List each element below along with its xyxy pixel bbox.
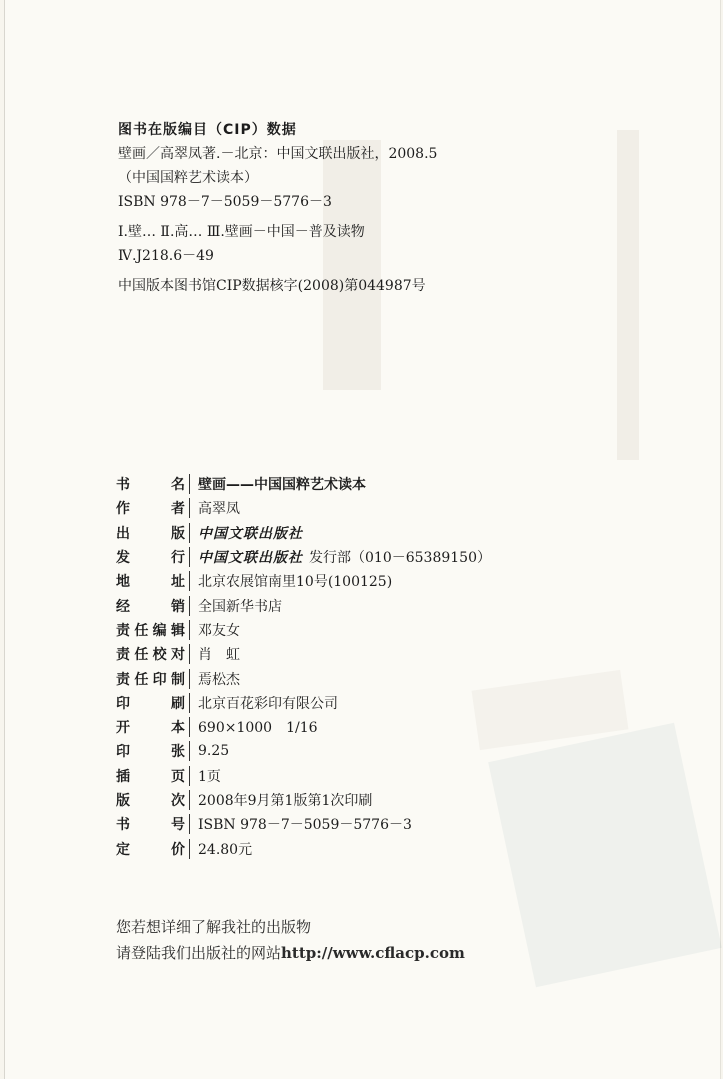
info-label-char: 行 <box>171 550 185 567</box>
info-row <box>116 691 491 715</box>
info-label-char: 出 <box>116 525 130 542</box>
info-label <box>116 596 190 616</box>
info-value <box>190 717 318 737</box>
info-label <box>116 571 190 591</box>
info-value-text: 全国新华书店 <box>198 598 282 615</box>
info-value-text: 9.25 <box>198 743 230 760</box>
info-value <box>190 596 282 616</box>
cip-line: Ⅳ.J218.6－49 <box>118 248 214 264</box>
info-label-char: 书 <box>116 477 130 494</box>
info-row <box>116 812 491 836</box>
info-label-char: 页 <box>171 768 185 785</box>
info-value-text: 高翠凤 <box>198 501 240 518</box>
info-value-text: 肖 虹 <box>198 647 240 664</box>
info-label <box>116 620 190 640</box>
info-value-text: 690×1000 1/16 <box>198 720 318 737</box>
info-label-char: 任 <box>134 647 149 664</box>
info-row <box>116 569 491 593</box>
info-value-text: 焉松杰 <box>198 671 240 688</box>
info-label-char: 辑 <box>170 622 185 639</box>
info-label <box>116 814 190 834</box>
footer-line: 请登陆我们出版社的网站http://www.cflacp.com <box>116 944 465 962</box>
cip-title: 图书在版编目（CIP）数据 <box>118 122 297 138</box>
show-through-mark <box>617 130 639 460</box>
info-label <box>116 790 190 810</box>
info-label-char: 作 <box>116 501 130 518</box>
footer-line: 您若想详细了解我社的出版物 <box>116 918 312 936</box>
cip-block <box>118 118 437 298</box>
info-label-char: 经 <box>116 598 130 615</box>
info-label <box>116 474 190 494</box>
info-value-text: 中国文联出版社 <box>198 525 303 542</box>
info-row <box>116 715 491 739</box>
info-label-char: 印 <box>116 744 130 761</box>
info-label-char: 本 <box>171 720 185 737</box>
info-row <box>116 472 491 496</box>
info-label <box>116 669 190 689</box>
info-value <box>190 814 412 834</box>
info-label-char: 张 <box>171 744 185 761</box>
info-label-char: 编 <box>152 622 167 639</box>
info-label <box>116 839 190 859</box>
footer-note <box>116 914 465 966</box>
info-value-text: 中国文联出版社 <box>198 550 303 567</box>
cip-line: Ⅰ.壁… Ⅱ.高… Ⅲ.壁画－中国－普及读物 <box>118 224 365 240</box>
info-label-char: 次 <box>171 793 185 809</box>
cip-line: 壁画／高翠凤著.－北京：中国文联出版社，2008.5 <box>118 146 438 162</box>
info-label-char: 制 <box>170 671 185 688</box>
info-label-char: 址 <box>171 574 185 591</box>
info-value <box>190 693 338 713</box>
info-row <box>116 521 491 545</box>
info-row <box>116 618 491 642</box>
info-label-char: 开 <box>116 720 130 737</box>
info-label-char: 刷 <box>171 695 185 712</box>
info-value-text: 壁画——中国国粹艺术读本 <box>198 477 366 494</box>
info-row <box>116 545 491 569</box>
info-value <box>190 523 303 543</box>
info-value <box>190 474 366 494</box>
info-value-text: 北京百花彩印有限公司 <box>198 695 338 712</box>
info-label-char: 任 <box>134 622 149 639</box>
info-label-char: 印 <box>152 671 167 688</box>
info-label <box>116 547 190 567</box>
info-label <box>116 523 190 543</box>
info-label <box>116 717 190 737</box>
info-row <box>116 739 491 763</box>
info-value <box>190 669 240 689</box>
info-value-text: 2008年9月第1版第1次印刷 <box>198 793 373 809</box>
cip-line: （中国国粹艺术读本） <box>118 170 258 186</box>
info-row <box>116 764 491 788</box>
info-label-char: 发 <box>116 550 130 567</box>
info-label <box>116 693 190 713</box>
info-value-extra: 发行部（010－65389150） <box>309 550 491 567</box>
info-label-char: 销 <box>171 598 185 615</box>
info-label-char: 任 <box>134 671 149 688</box>
info-value <box>190 620 240 640</box>
info-value-text: 1页 <box>198 768 221 785</box>
info-label <box>116 766 190 786</box>
info-row <box>116 666 491 690</box>
info-value-text: ISBN 978－7－5059－5776－3 <box>198 817 412 834</box>
publication-info-table <box>116 472 491 861</box>
info-row <box>116 788 491 812</box>
info-label-char: 责 <box>116 671 130 688</box>
info-value-text: 24.80元 <box>198 841 253 858</box>
info-value-text: 北京农展馆南里10号(100125) <box>198 574 393 591</box>
info-label-char: 版 <box>116 793 130 809</box>
cip-line: ISBN 978－7－5059－5776－3 <box>118 194 332 210</box>
website-link[interactable]: http://www.cflacp.com <box>281 944 465 962</box>
info-label-char: 校 <box>152 647 167 664</box>
info-value <box>190 644 240 664</box>
info-value-text: 邓友女 <box>198 622 240 639</box>
info-label-char: 书 <box>116 817 130 834</box>
info-label-char: 责 <box>116 622 130 639</box>
info-label-char: 版 <box>171 525 185 542</box>
info-value <box>190 766 221 786</box>
cip-line: 中国版本图书馆CIP数据核字(2008)第044987号 <box>118 278 426 294</box>
info-row <box>116 642 491 666</box>
info-label-char: 名 <box>171 477 185 494</box>
info-label-char: 号 <box>171 817 185 834</box>
info-label-char: 地 <box>116 574 130 591</box>
info-label-char: 印 <box>116 695 130 712</box>
info-label <box>116 644 190 664</box>
info-value <box>190 547 491 567</box>
info-label-char: 定 <box>116 841 130 858</box>
info-label-char: 插 <box>116 768 130 785</box>
info-value <box>190 743 229 759</box>
info-row <box>116 593 491 617</box>
info-label-char: 对 <box>170 647 185 664</box>
info-row <box>116 496 491 520</box>
info-label <box>116 741 190 761</box>
show-through-mark <box>488 723 722 987</box>
info-value <box>190 498 240 518</box>
info-value <box>190 571 392 591</box>
info-row <box>116 836 491 860</box>
info-value <box>190 790 372 810</box>
info-label <box>116 498 190 518</box>
info-label-char: 责 <box>116 647 130 664</box>
info-value <box>190 839 252 859</box>
info-label-char: 者 <box>171 501 185 518</box>
info-label-char: 价 <box>171 841 185 858</box>
